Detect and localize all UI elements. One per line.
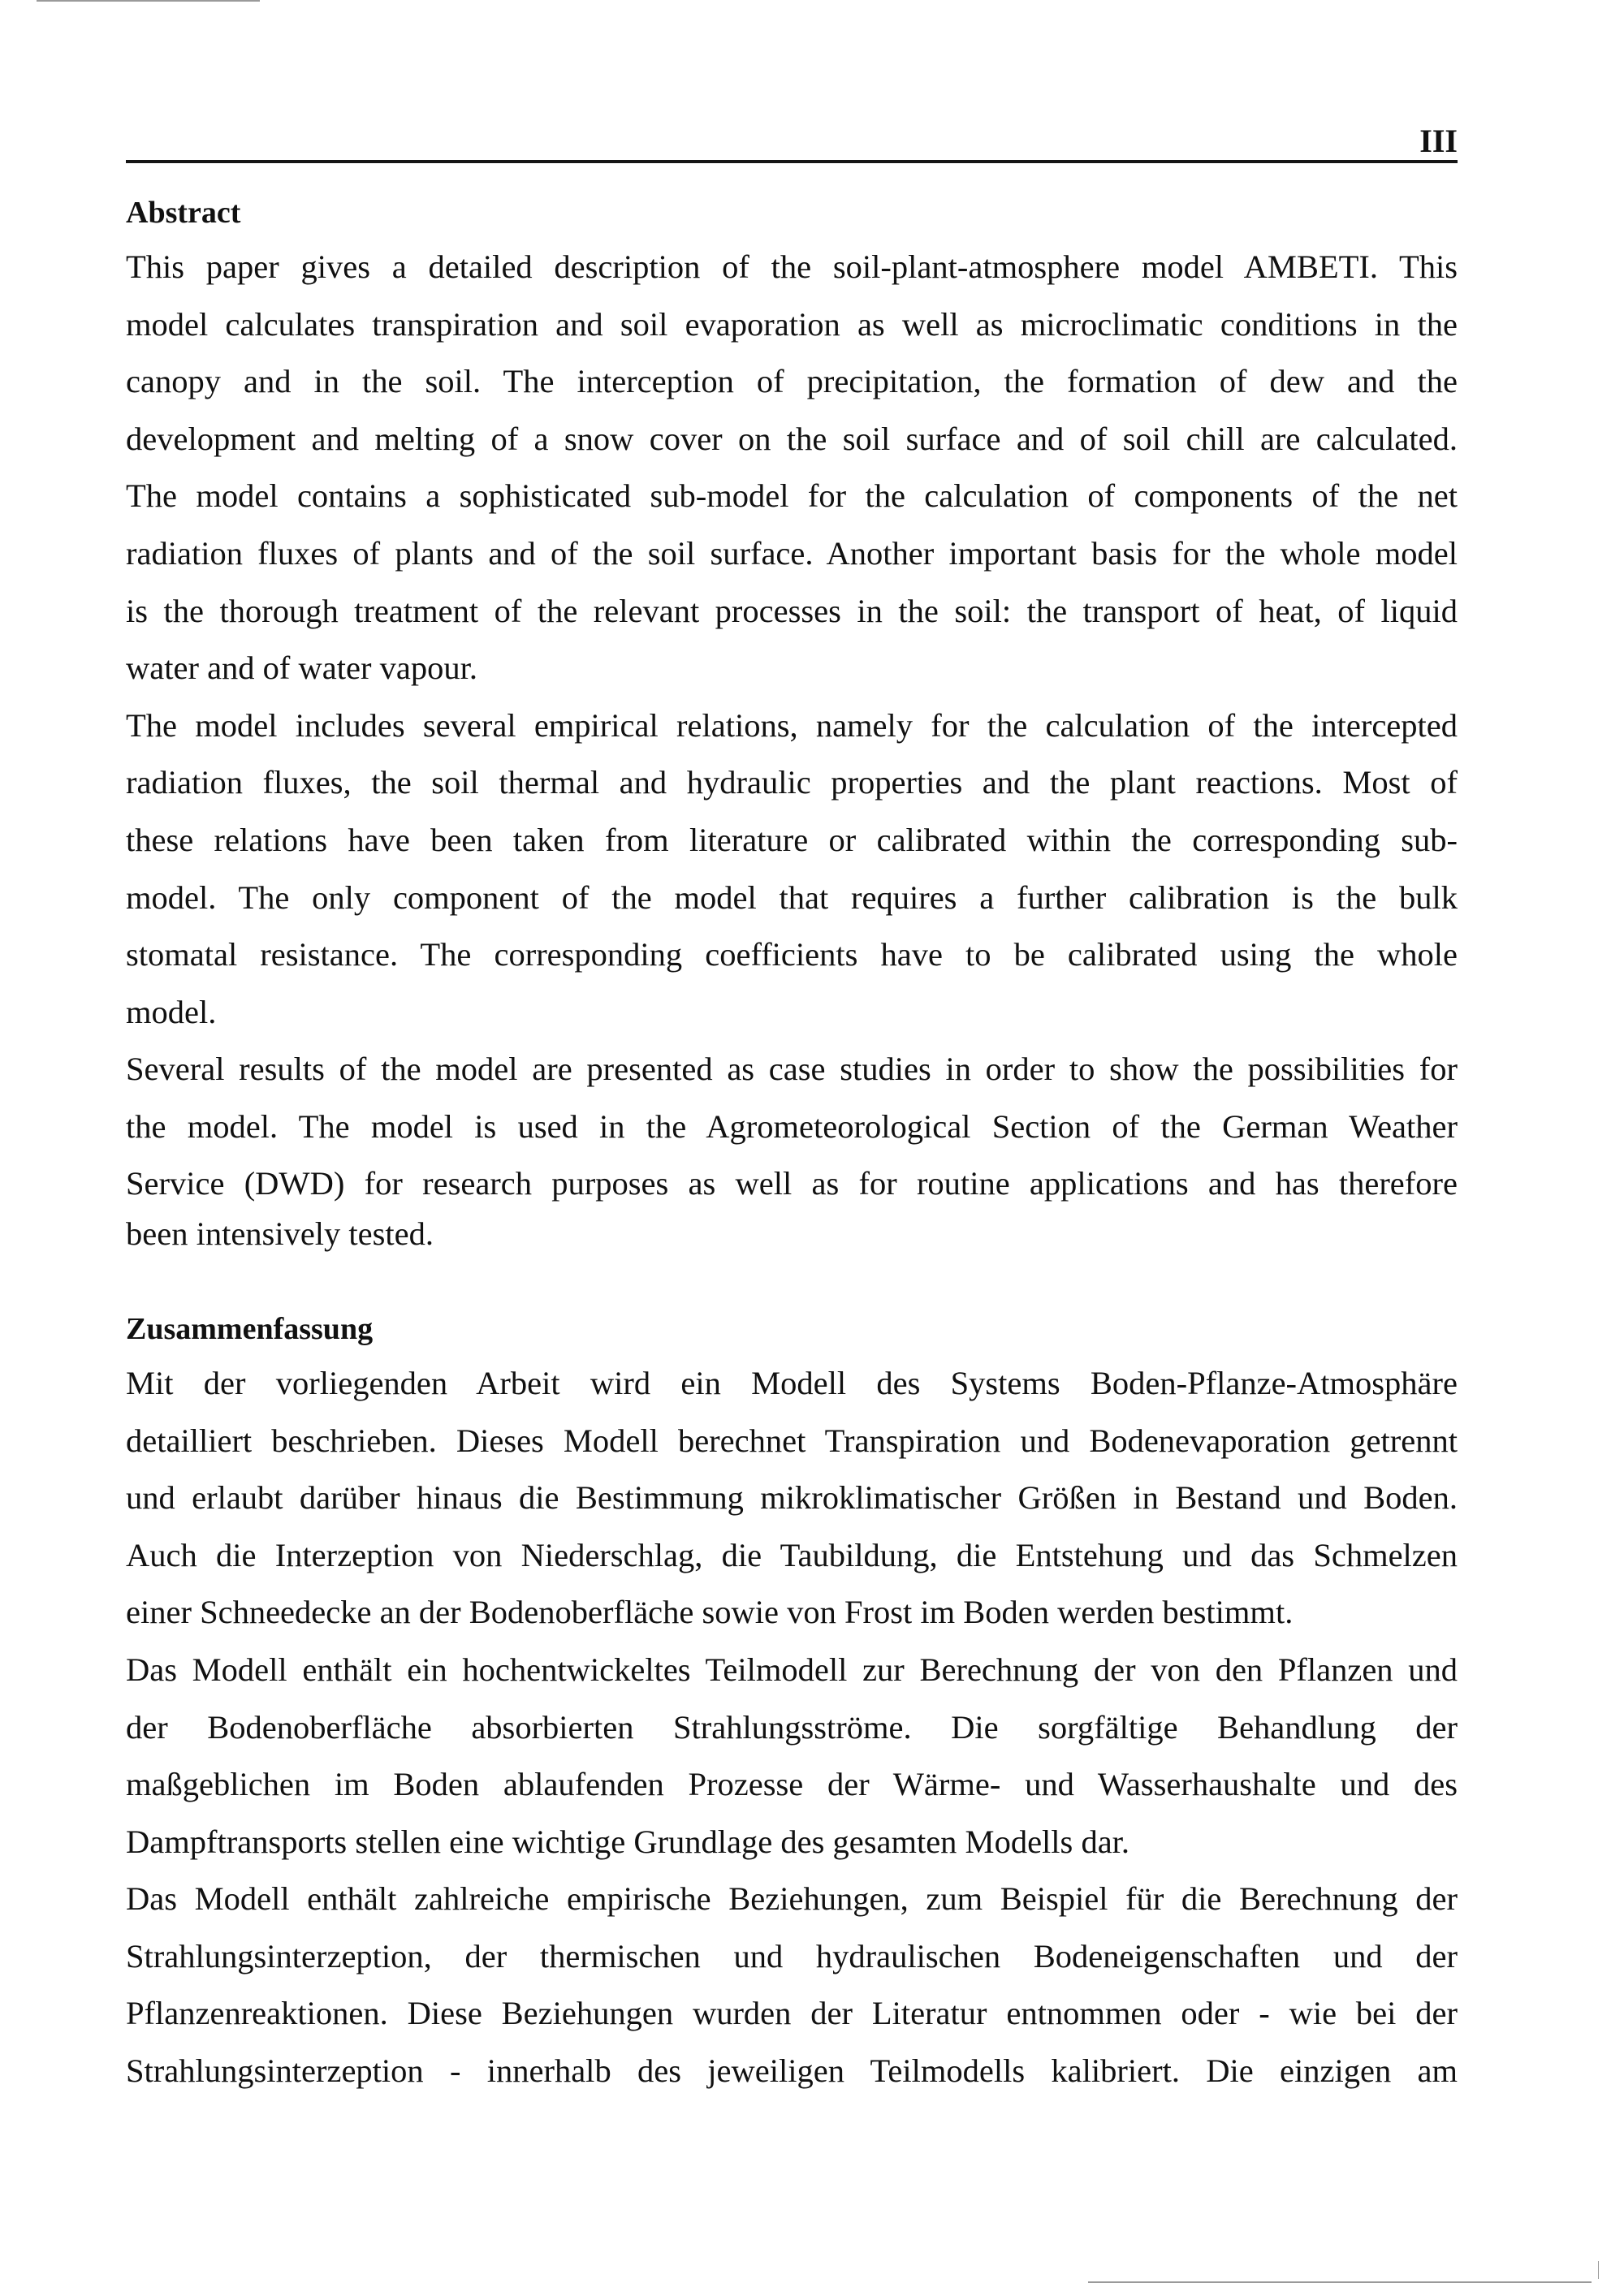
zusammenfassung-line: Pflanzenreaktionen. Diese Beziehungen wurden der Literatur entnommen oder - wie bei der [126,1995,1458,2031]
abstract-line: canopy and in the soil. The interception of precipitation, the formation of dew and the [126,363,1458,399]
zusammenfassung-line: und erlaubt darüber hinaus die Bestimmung mikroklimatischer Größen in Bestand und Boden. [126,1479,1458,1516]
scan-artifact-right-edge [1598,2261,1599,2279]
zusammenfassung-line: Das Modell enthält ein hochentwickeltes Teilmodell zur Berechnung der von den Pflanzen und [126,1651,1458,1688]
abstract-line: is the thorough treatment of the relevant processes in the soil: the transport of heat, of liquid [126,593,1458,629]
zusammenfassung-line: einer Schneedecke an der Bodenoberfläche sowie von Frost im Boden werden bestimmt. [126,1594,1294,1630]
abstract-line: stomatal resistance. The corresponding coefficients have to be calibrated using the whole [126,936,1458,973]
page-number: III [1419,123,1458,159]
abstract-line: Service (DWD) for research purposes as well as for routine applications and has therefore [126,1165,1458,1202]
abstract-line: model. The only component of the model that requires a further calibration is the bulk [126,879,1458,916]
zusammenfassung-line: Strahlungsinterzeption - innerhalb des jeweiligen Teilmodells kalibriert. Die einzigen am [126,2052,1458,2089]
scan-artifact-top [37,0,260,2]
abstract-line: Several results of the model are presented as case studies in order to show the possibilities for [126,1051,1458,1087]
abstract-line: The model contains a sophisticated sub-model for the calculation of components of the net [126,477,1458,514]
zusammenfassung-line: Das Modell enthält zahlreiche empirische Beziehungen, zum Beispiel für die Berechnung der [126,1880,1458,1917]
abstract-line: This paper gives a detailed description of the soil-plant-atmosphere model AMBETI. This [126,248,1458,285]
zusammenfassung-line: detailliert beschrieben. Dieses Modell berechnet Transpiration und Bodenevaporation getrennt [126,1422,1458,1459]
zusammenfassung-line: Auch die Interzeption von Niederschlag, die Taubildung, die Entstehung und das Schmelzen [126,1537,1458,1573]
zusammenfassung-heading: Zusammenfassung [126,1312,374,1346]
zusammenfassung-line: Dampftransports stellen eine wichtige Grundlage des gesamten Modells dar. [126,1823,1130,1860]
zusammenfassung-line: Strahlungsinterzeption, der thermischen und hydraulischen Bodeneigenschaften und der [126,1938,1458,1974]
abstract-line: radiation fluxes, the soil thermal and hydraulic properties and the plant reactions. Most of [126,764,1458,801]
zusammenfassung-line: Mit der vorliegenden Arbeit wird ein Modell des Systems Boden-Pflanze-Atmosphäre [126,1365,1458,1401]
zusammenfassung-line: der Bodenoberfläche absorbierten Strahlungsströme. Die sorgfältige Behandlung der [126,1709,1458,1746]
header-rule [126,160,1458,163]
abstract-line: water and of water vapour. [126,650,477,686]
abstract-line: model. [126,994,217,1030]
abstract-line: model calculates transpiration and soil evaporation as well as microclimatic conditions in the [126,306,1458,343]
abstract-heading: Abstract [126,196,241,230]
abstract-line: The model includes several empirical relations, namely for the calculation of the intercepted [126,707,1458,744]
abstract-line: these relations have been taken from literature or calibrated within the corresponding sub- [126,822,1458,858]
scan-artifact-bottom [1088,2281,1592,2283]
abstract-line: been intensively tested. [126,1215,434,1252]
abstract-line: radiation fluxes of plants and of the soil surface. Another important basis for the whole model [126,535,1458,572]
abstract-line: development and melting of a snow cover on the soil surface and of soil chill are calculated. [126,421,1458,457]
zusammenfassung-line: maßgeblichen im Boden ablaufenden Prozesse der Wärme- und Wasserhaushalte und des [126,1766,1458,1802]
abstract-line: the model. The model is used in the Agrometeorological Section of the German Weather [126,1108,1458,1145]
